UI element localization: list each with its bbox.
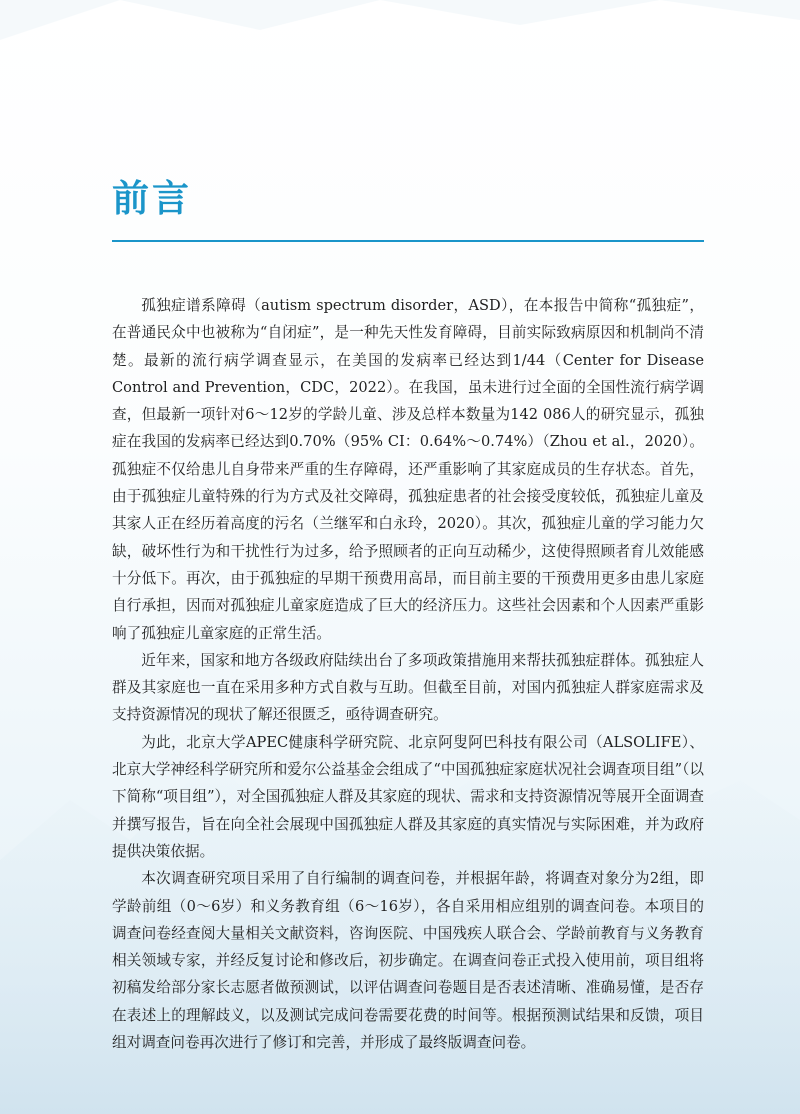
title-divider (112, 240, 704, 242)
paragraph-3: 为此，北京大学APEC健康科学研究院、北京阿叟阿巴科技有限公司（ALSOLIFE）、北京大学神经科学研究所和爱尔公益基金会组成了“中国孤独症家庭状况社会调查项目组”（以下简称“项目组”），对全国孤独症人群及其家庭的现状、需求和支持资源情况等展开全面调查并撰写报告，旨在向全社会展现中国孤独症人群及其家庭的真实情况与实际困难，并为政府提供决策依据。 (112, 733, 704, 860)
page-title: 前言 (112, 177, 192, 220)
paragraph-2: 近年来，国家和地方各级政府陆续出台了多项政策措施用来帮扶孤独症群体。孤独症人群及其家庭也一直在采用多种方式自救与互助。但截至目前，对国内孤独症人群家庭需求及支持资源情况的现状了解还很匮乏，亟待调查研究。 (112, 651, 704, 724)
paragraph-1: 孤独症谱系障碍（autism spectrum disorder，ASD），在本报告中简称“孤独症”，在普通民众中也被称为“自闭症”，是一种先天性发育障碍，目前实际致病原因和机制尚不清楚。最新的流行病学调查显示，在美国的发病率已经达到1/44（Center for Disease Control and Prevention，CDC，2022）。在我国，虽未进行过全面的全国性流行病学调查，但最新一项针对6～12岁的学龄儿童、涉及总样本数量为142 086人的研究显示，孤独症在我国的发病率已经达到0.70%（95% CI：0.64%～0.74%）（Zhou et al.，2020）。孤独症不仅给患儿自身带来严重的生存障碍，还严重影响了其家庭成员的生存状态。首先，由于孤独症儿童特殊的行为方式及社交障碍，孤独症患者的社会接受度较低，孤独症儿童及其家人正在经历着高度的污名（兰继军和白永玲，2020）。其次，孤独症儿童的学习能力欠缺，破坏性行为和干扰性行为过多，给予照顾者的正向互动稀少，这使得照顾者育儿效能感十分低下。再次，由于孤独症的早期干预费用高昂，而目前主要的干预费用更多由患儿家庭自行承担，因而对孤独症儿童家庭造成了巨大的经济压力。这些社会因素和个人因素严重影响了孤独症儿童家庭的正常生活。 (112, 297, 704, 642)
body-text (112, 292, 704, 1056)
paragraph-4: 本次调查研究项目采用了自行编制的调查问卷，并根据年龄，将调查对象分为2组，即学龄前组（0～6岁）和义务教育组（6～16岁），各自采用相应组别的调查问卷。本项目的调查问卷经查阅大量相关文献资料，咨询医院、中国残疾人联合会、学龄前教育与义务教育相关领域专家，并经反复讨论和修改后，初步确定。在调查问卷正式投入使用前，项目组将初稿发给部分家长志愿者做预测试，以评估调查问卷题目是否表述清晰、准确易懂，是否存在表述上的理解歧义，以及测试完成问卷需要花费的时间等。根据预测试结果和反馈，项目组对调查问卷再次进行了修订和完善，并形成了最终版调查问卷。 (112, 870, 704, 1052)
